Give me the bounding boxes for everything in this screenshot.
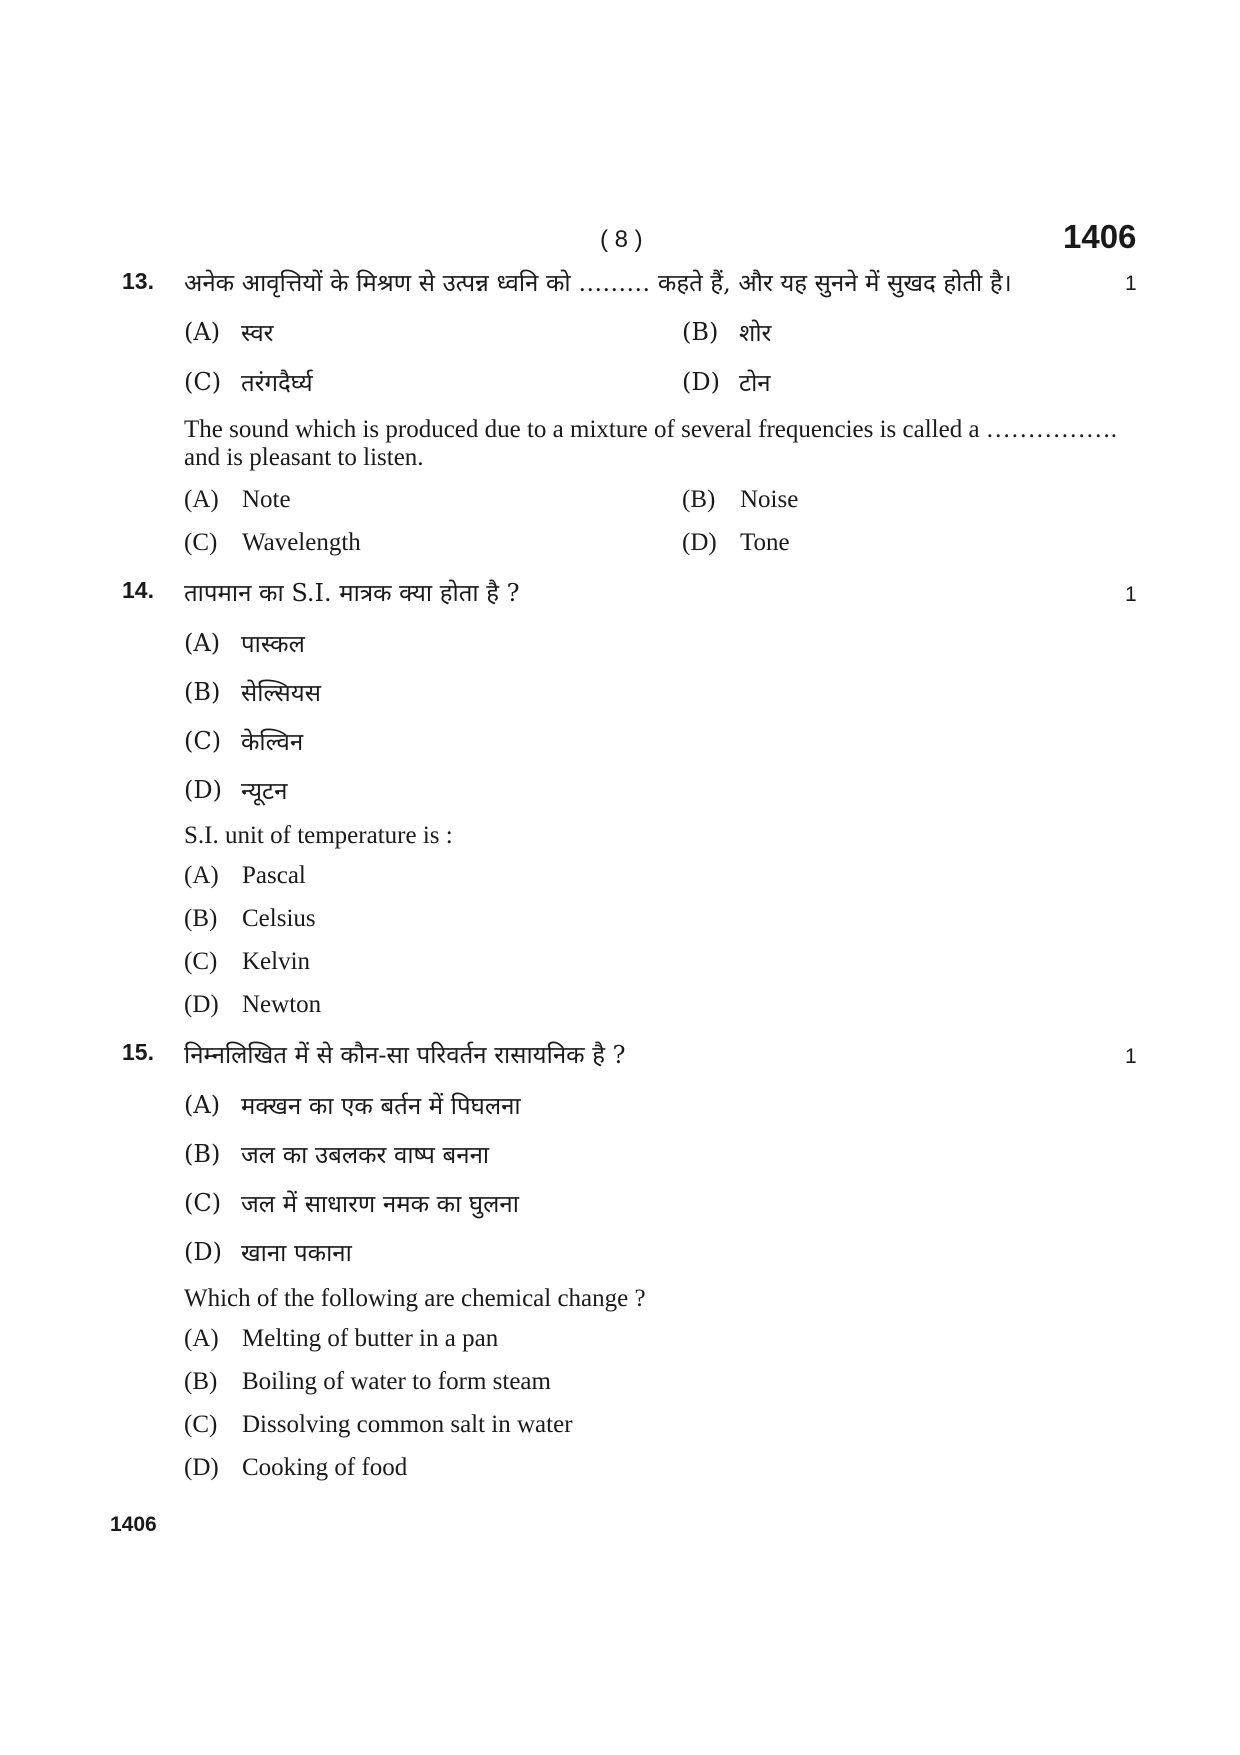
q13-english-option-c-text: Wavelength — [242, 529, 361, 556]
question-14-hindi: तापमान का S.I. मात्रक क्या होता है ? — [184, 579, 520, 607]
q15-hindi-option-a-text: मक्खन का एक बर्तन में पिघलना — [241, 1092, 521, 1120]
q13-english-option-c-label: (C) — [184, 529, 218, 556]
q14-english-option-c-text: Kelvin — [242, 948, 311, 975]
q14-hindi-option-b-label: (B) — [184, 678, 221, 706]
q14-hindi-option-a-label: (A) — [184, 629, 221, 657]
q15-english-option-c-text: Dissolving common salt in water — [242, 1411, 573, 1438]
question-15-english: Which of the following are chemical change ? — [184, 1285, 646, 1312]
q14-english-option-a-label: (A) — [184, 862, 219, 889]
q15-english-option-a-text: Melting of butter in a pan — [242, 1325, 499, 1352]
q15-hindi-option-d-text: खाना पकाना — [241, 1239, 352, 1267]
q15-english-option-d-label: (D) — [184, 1454, 219, 1481]
q13-english-option-a-label: (A) — [184, 486, 219, 513]
q13-hindi-option-c-text: तरंगदैर्घ्य — [241, 369, 313, 397]
q13-hindi-option-a-label: (A) — [184, 318, 221, 346]
question-13-number: 13. — [122, 268, 154, 294]
question-14-number: 14. — [122, 577, 154, 603]
q13-hindi-option-a-text: स्वर — [241, 319, 274, 347]
paper-code-footer: 1406 — [110, 1513, 157, 1536]
q14-hindi-option-b-text: सेल्सियस — [241, 679, 321, 707]
q14-english-option-b-text: Celsius — [242, 905, 316, 932]
q14-hindi-option-a-text: पास्कल — [241, 630, 305, 658]
q14-english-option-b-label: (B) — [184, 905, 218, 932]
q13-hindi-option-d-text: टोन — [739, 369, 771, 397]
q13-english-option-a-text: Note — [242, 486, 291, 513]
question-15-marks: 1 — [1125, 1045, 1137, 1068]
question-13-marks: 1 — [1125, 272, 1137, 295]
q14-hindi-option-c-label: (C) — [184, 727, 222, 755]
question-15-number: 15. — [122, 1039, 154, 1065]
q13-hindi-option-d-label: (D) — [682, 368, 720, 396]
q14-english-option-d-text: Newton — [242, 991, 322, 1018]
q13-hindi-option-b-text: शोर — [739, 319, 772, 347]
paper-code-header: 1406 — [1063, 218, 1137, 255]
q14-english-option-c-label: (C) — [184, 948, 218, 975]
q15-english-option-a-label: (A) — [184, 1325, 219, 1352]
question-14-english: S.I. unit of temperature is : — [184, 822, 453, 849]
q15-hindi-option-a-label: (A) — [184, 1091, 221, 1119]
page-number: ( 8 ) — [600, 226, 643, 253]
question-15-hindi: निम्नलिखित में से कौन-सा परिवर्तन रासायनिक है ? — [184, 1041, 626, 1069]
q15-english-option-d-text: Cooking of food — [242, 1454, 408, 1481]
q15-hindi-option-b-text: जल का उबलकर वाष्प बनना — [241, 1141, 490, 1169]
q15-english-option-b-label: (B) — [184, 1368, 218, 1395]
q14-hindi-option-d-text: न्यूटन — [241, 777, 288, 805]
question-14-marks: 1 — [1125, 583, 1137, 606]
q15-hindi-option-d-label: (D) — [184, 1238, 222, 1266]
q13-english-option-d-label: (D) — [682, 529, 717, 556]
q13-english-option-b-label: (B) — [682, 486, 716, 513]
q15-hindi-option-c-text: जल में साधारण नमक का घुलना — [241, 1190, 519, 1218]
q13-english-option-b-text: Noise — [740, 486, 799, 513]
q13-hindi-option-b-label: (B) — [682, 318, 719, 346]
q14-english-option-d-label: (D) — [184, 991, 219, 1018]
q15-hindi-option-b-label: (B) — [184, 1140, 221, 1168]
question-13-hindi: अनेक आवृत्तियों के मिश्रण से उत्पन्न ध्वनि को ……… कहते हैं, और यह सुनने में सुखद होती है। — [184, 269, 1012, 297]
q14-hindi-option-c-text: केल्विन — [241, 728, 304, 756]
q15-english-option-c-label: (C) — [184, 1411, 218, 1438]
q14-hindi-option-d-label: (D) — [184, 776, 222, 804]
q15-hindi-option-c-label: (C) — [184, 1189, 222, 1217]
question-13-english: The sound which is produced due to a mixture of several frequencies is called a ……………. and is pleasant to listen. — [184, 416, 1118, 471]
q13-english-option-d-text: Tone — [740, 529, 790, 556]
q13-hindi-option-c-label: (C) — [184, 368, 222, 396]
q15-english-option-b-text: Boiling of water to form steam — [242, 1368, 551, 1395]
q14-english-option-a-text: Pascal — [242, 862, 306, 889]
